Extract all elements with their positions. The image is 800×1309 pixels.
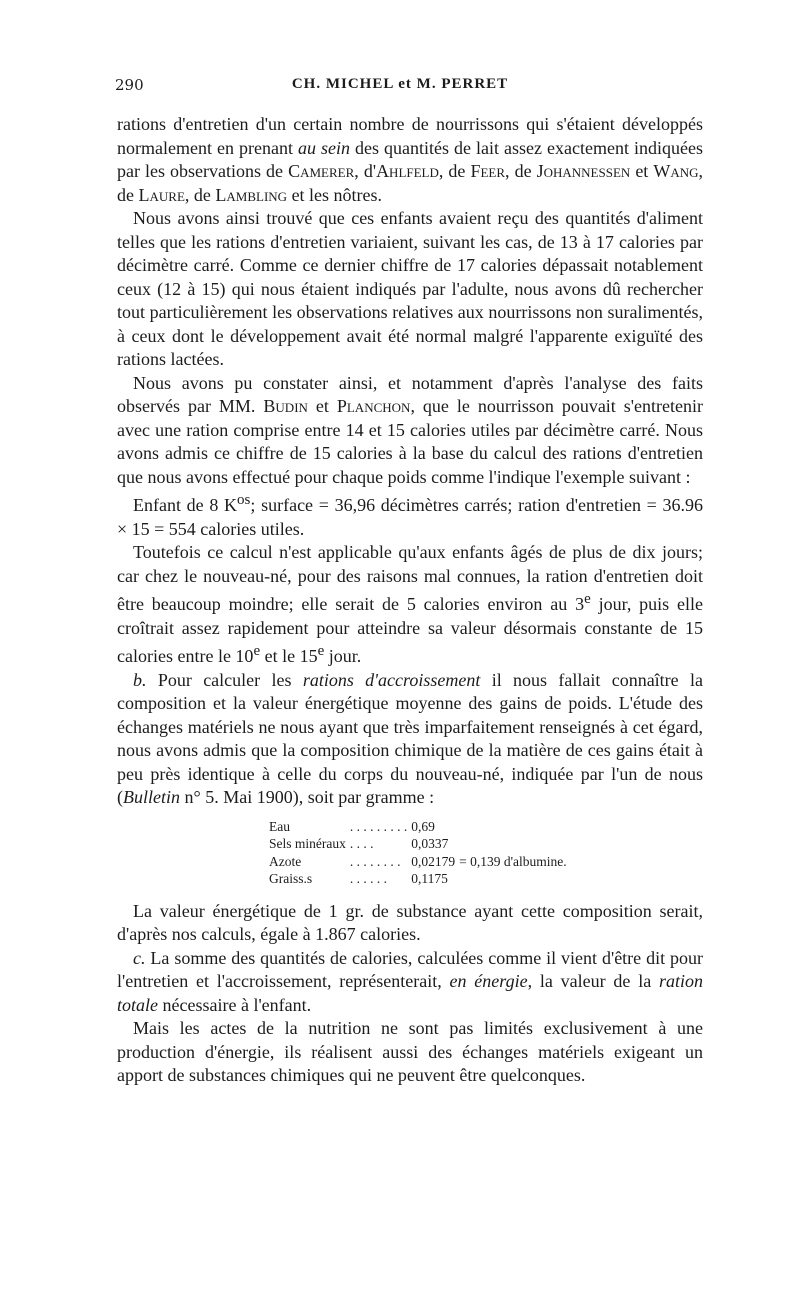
- page-number: 290: [115, 76, 144, 94]
- paragraph-3: Nous avons pu constater ainsi, et notamment d'après l'analyse des faits observés par MM. Budin et Planchon, que le nourrisson pouvait s'entretenir avec une ration comprise entre 14 et 15 calories utiles par décimètre carré. Nous avons admis ce chiffre de 15 calories à la base du calcul des rations d'entretien que nous avons effectué pour chaque poids comme l'indique l'exemple suivant :: [117, 372, 703, 487]
- composition-table: [269, 818, 571, 888]
- table-row: Azote . . . . . . . . 0,02179 = 0,139 d'albumine.: [269, 853, 567, 869]
- table-row: Eau . . . . . . . . . 0,69: [269, 818, 435, 834]
- paragraph-b: b. Pour calculer les rations d'accroissement il nous fallait connaître la composition et la valeur énergétique moyenne des gains de poids. L'étude des échanges matériels ne nous ayant que très imparfaitement renseignés à cet égard, nous avons admis que la composition chimique de la matière de ces gains était à peu près identique à celle du corps du nouveau-né, indiquée par l'un de nous (Bulletin n° 5. Mai 1900), soit par gramme :: [117, 669, 703, 807]
- page-body: [117, 113, 703, 1088]
- paragraph-c: c. La somme des quantités de calories, calculées comme il vient d'être dit pour l'entretien et l'accroissement, représenterait, en énergie, la valeur de la ration totale nécessaire à l'enfant.: [117, 947, 703, 1015]
- table-row: Graiss.s . . . . . . 0,1175: [269, 871, 448, 886]
- paragraph-1: rations d'entretien d'un certain nombre de nourrissons qui s'étaient développés normalement en prenant au sein des quantités de lait assez exactement indiquées par les observations de Camerer, d'Ahlfeld, de Feer, de Johannessen et Wang, de Laure, de Lambling et les nôtres.: [117, 114, 703, 205]
- table-row: Sels minéraux . . . . 0,0337: [269, 836, 449, 851]
- paragraph-5: Toutefois ce calcul n'est applicable qu'aux enfants âgés de plus de dix jours; car chez le nouveau-né, pour des raisons mal connues, la ration d'entretien doit être beaucoup moindre; elle serait de 5 calories environ au 3e jour, puis elle croîtrait assez rapidement pour atteindre sa valeur désormais constante de 15 calories entre le 10e et le 15e jour.: [117, 542, 703, 666]
- paragraph-9: Mais les actes de la nutrition ne sont pas limités exclusivement à une production d'énergie, ils réalisent aussi des échanges matériels exigeant un apport de substances chimiques qui ne peuvent être quelconques.: [117, 1018, 703, 1085]
- page-header: [115, 76, 705, 102]
- running-title: CH. MICHEL et M. PERRET: [291, 76, 509, 92]
- paragraph-example: Enfant de 8 $K^{os}$; surface = 36,96 décimètres carrés; ration d'entretien = 36.96 × 15 = 554 calories utiles.: [117, 492, 703, 539]
- paragraph-2: Nous avons ainsi trouvé que ces enfants avaient reçu des quantités d'aliment telles que les rations d'entretien variaient, suivant les cas, de 13 à 17 calories par décimètre carré. Comme ce dernier chiffre de 17 calories dépassait notablement ceux (12 à 15) qui nous étaient indiqués par l'adulte, nous avons dû rechercher tout particulièrement les observations relatives aux nourrissons non suralimentés, à ceux dont le développement avait été normal malgré l'apparente exiguïté des rations lactées.: [117, 208, 703, 369]
- paragraph-7: La valeur énergétique de 1 gr. de substance ayant cette composition serait, d'après nos calculs, égale à 1.867 calories.: [117, 900, 703, 944]
